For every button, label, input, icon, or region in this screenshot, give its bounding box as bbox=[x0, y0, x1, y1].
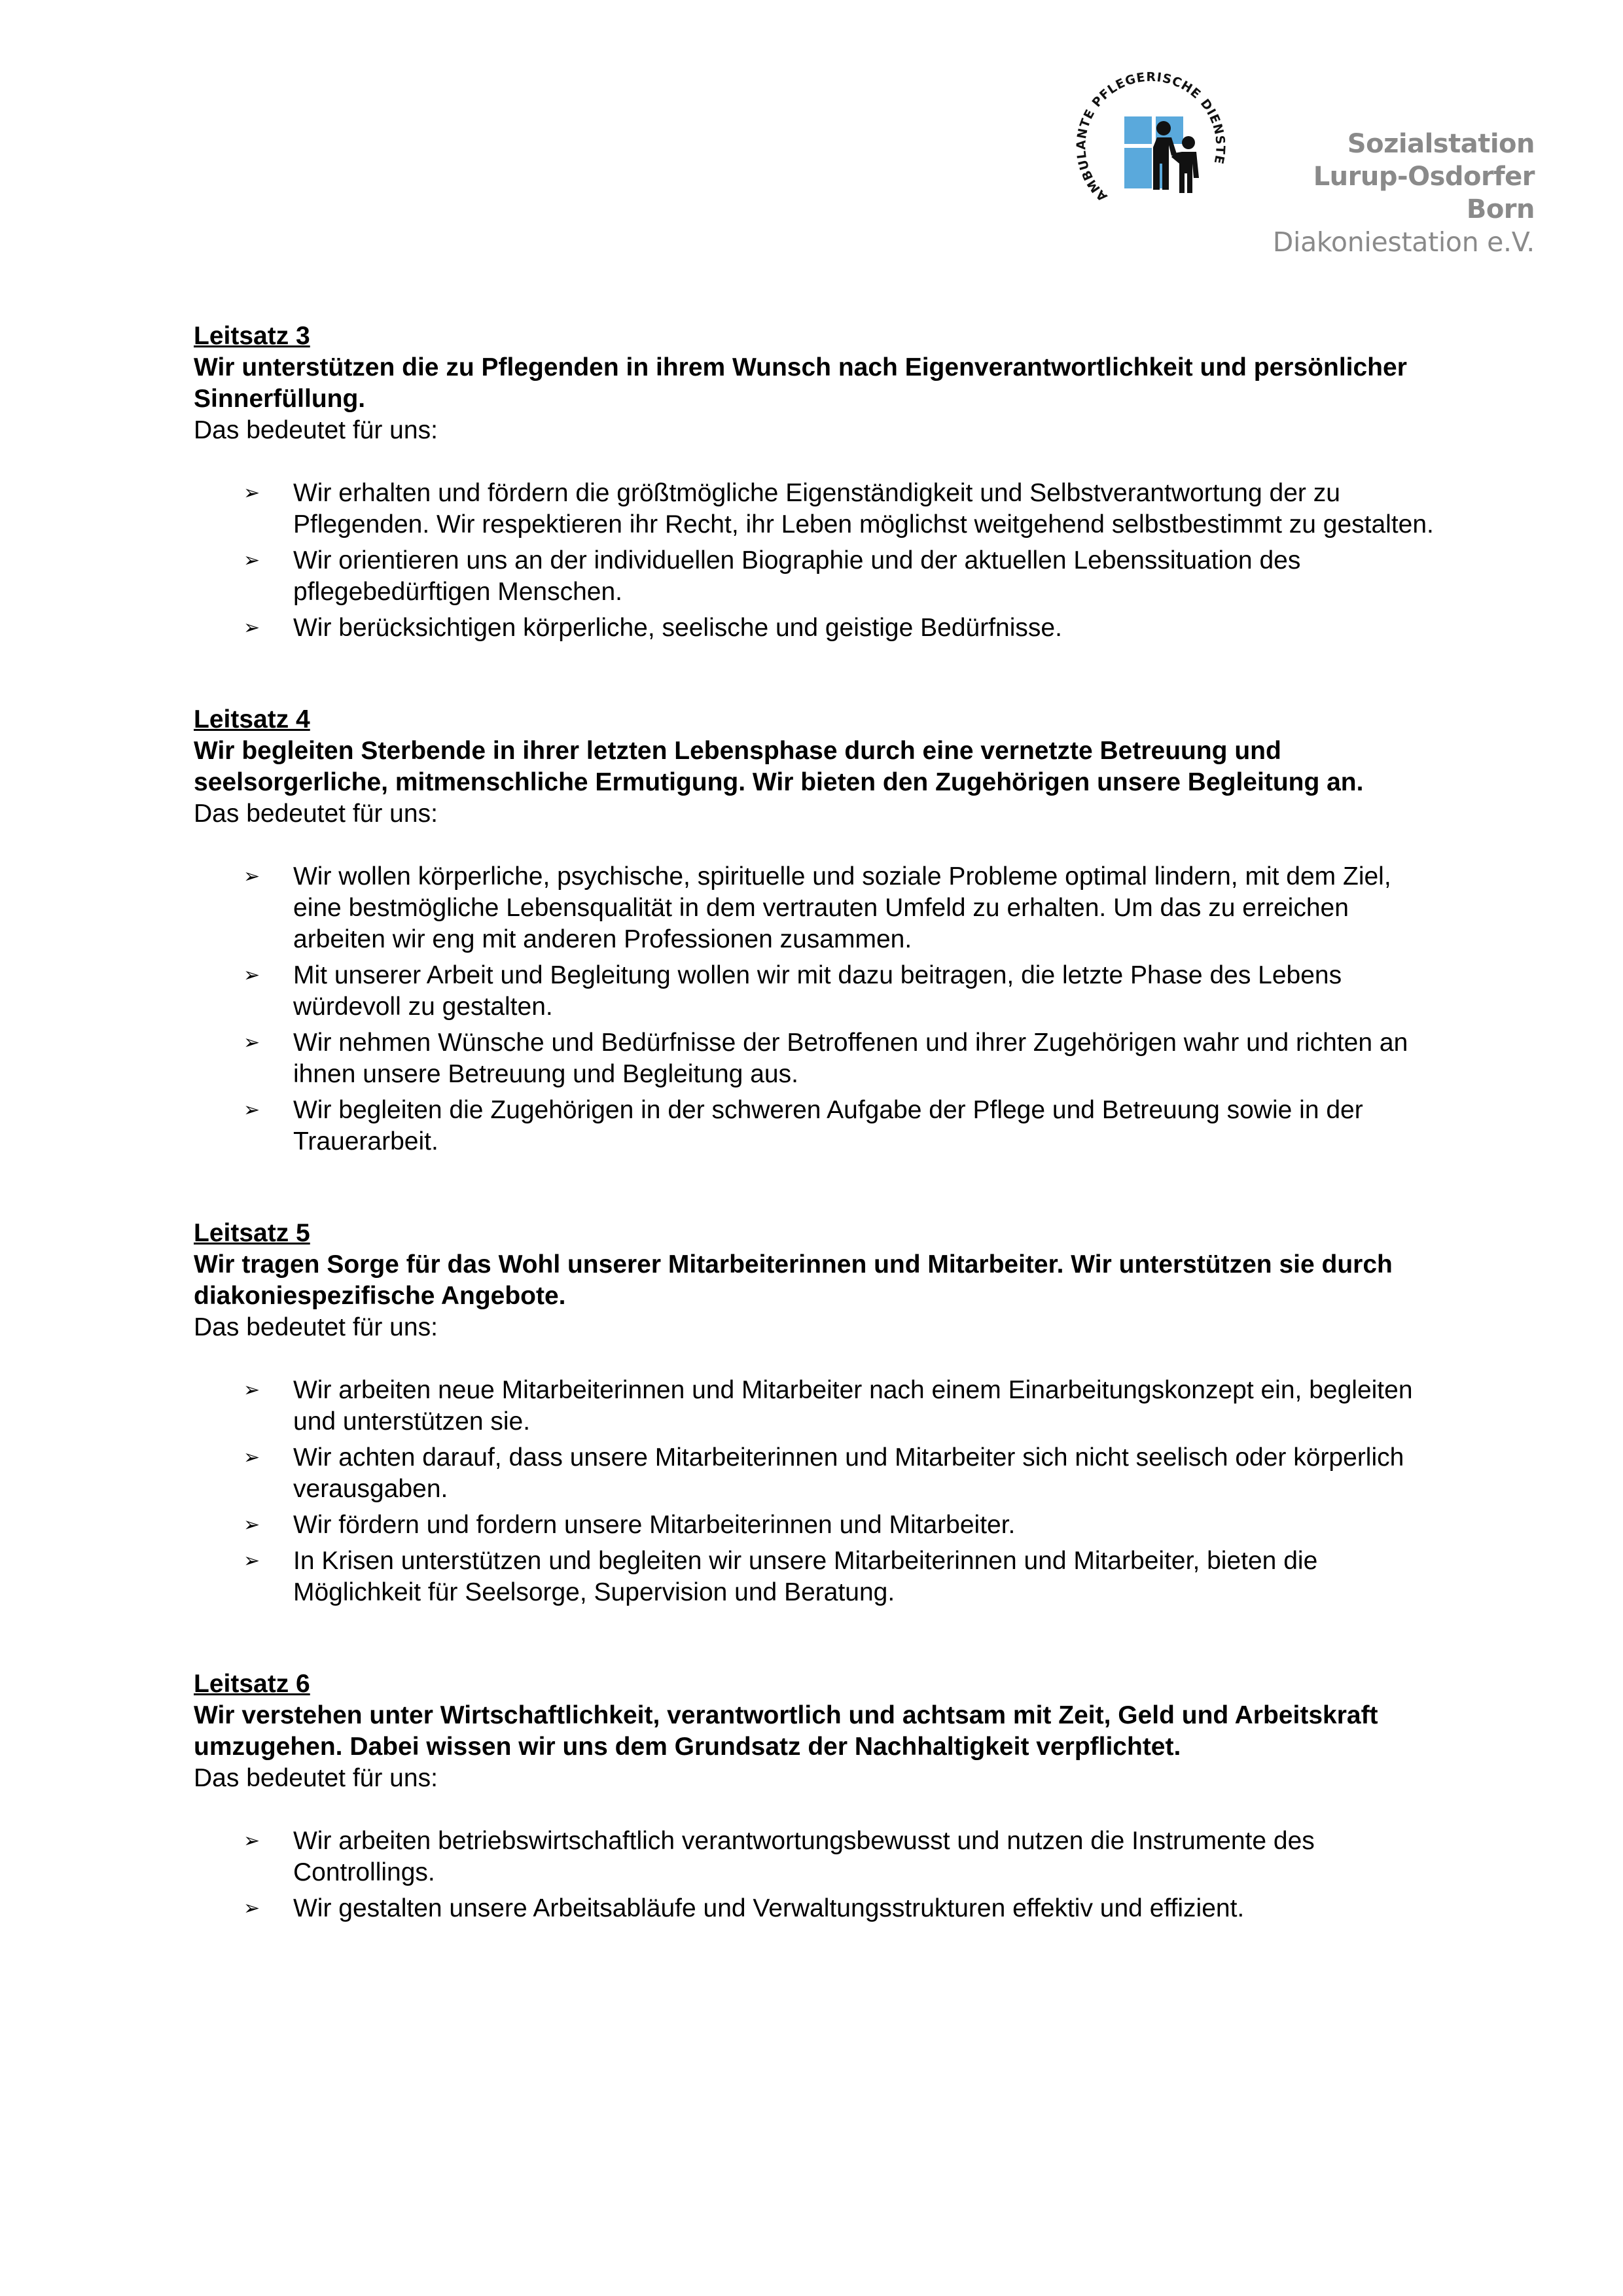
section-intro: Das bedeutet für uns: bbox=[194, 800, 438, 828]
logo-line-diakoniestation: Diakoniestation e.V. bbox=[1272, 226, 1535, 258]
list-item-text: Wir nehmen Wünsche und Bedürfnisse der Betroffenen und ihrer Zugehörigen wahr und richten an ihnen unsere Betreuung und Begleitung aus. bbox=[293, 1029, 1408, 1088]
leitsatz-section bbox=[194, 1669, 1444, 1924]
list-item-text: Wir arbeiten neue Mitarbeiterinnen und Mitarbeiter nach einem Einarbeitungskonzept ein, begleiten und unterstützen sie. bbox=[293, 1376, 1413, 1436]
logo-wordmark bbox=[1247, 128, 1535, 258]
list-item-text: Wir fördern und fordern unsere Mitarbeiterinnen und Mitarbeiter. bbox=[293, 1511, 1016, 1539]
arrowhead-bullet-icon: ➢ bbox=[243, 1829, 260, 1852]
organization-logo bbox=[1073, 65, 1535, 258]
list-item bbox=[194, 1510, 1444, 1541]
section-intro: Das bedeutet für uns: bbox=[194, 1764, 438, 1792]
arrowhead-bullet-icon: ➢ bbox=[243, 1099, 260, 1122]
section-heading: Leitsatz 3 bbox=[194, 322, 310, 350]
arrowhead-bullet-icon: ➢ bbox=[243, 482, 260, 504]
arrowhead-bullet-icon: ➢ bbox=[243, 1549, 260, 1572]
list-item bbox=[194, 1027, 1444, 1090]
logo-line-location: Lurup-Osdorfer Born bbox=[1313, 162, 1535, 224]
section-spacer bbox=[194, 648, 1444, 704]
arrowhead-bullet-icon: ➢ bbox=[243, 1513, 260, 1536]
list-item bbox=[194, 1375, 1444, 1438]
section-subtitle: Wir tragen Sorge für das Wohl unserer Mitarbeiterinnen und Mitarbeiter. Wir unterstützen sie durch diakoniespezifische Angebote. bbox=[194, 1250, 1393, 1310]
arrowhead-bullet-icon: ➢ bbox=[243, 964, 260, 987]
bullet-list bbox=[194, 478, 1444, 644]
list-item-text: Wir wollen körperliche, psychische, spirituelle und soziale Probleme optimal lindern, mit dem Ziel, eine bestmögliche Lebensqualität in dem vertrauten Umfeld zu erhalten. Um das zu erreichen arbeiten wir eng mit anderen Professionen zusammen. bbox=[293, 862, 1391, 953]
list-item-text: Mit unserer Arbeit und Begleitung wollen wir mit dazu beitragen, die letzte Phase des Lebens würdevoll zu gestalten. bbox=[293, 961, 1342, 1021]
list-item bbox=[194, 612, 1444, 644]
arrowhead-bullet-icon: ➢ bbox=[243, 1379, 260, 1402]
list-item bbox=[194, 1545, 1444, 1608]
svg-text:AMBULANTE PFLEGERISCHE DIENSTE: AMBULANTE PFLEGERISCHE DIENSTE bbox=[1074, 69, 1228, 204]
list-item bbox=[194, 960, 1444, 1023]
section-subtitle: Wir begleiten Sterbende in ihrer letzten Lebensphase durch eine vernetzte Betreuung und seelsorgerliche, mitmenschliche Ermutigung. Wir bieten den Zugehörigen unsere Begleitung an. bbox=[194, 737, 1364, 796]
section-spacer bbox=[194, 1162, 1444, 1218]
list-item bbox=[194, 545, 1444, 608]
list-item bbox=[194, 1826, 1444, 1888]
section-spacer bbox=[194, 1613, 1444, 1669]
document-body bbox=[194, 321, 1444, 1929]
arrowhead-bullet-icon: ➢ bbox=[243, 616, 260, 639]
list-item-text: Wir erhalten und fördern die größtmögliche Eigenständigkeit und Selbstverantwortung der zu Pflegenden. Wir respektieren ihr Recht, ihr Leben möglichst weitgehend selbstbestimmt zu gestalten. bbox=[293, 479, 1434, 539]
list-item-text: Wir orientieren uns an der individuellen Biographie und der aktuellen Lebenssituation des pflegebedürftigen Menschen. bbox=[293, 546, 1301, 606]
section-intro: Das bedeutet für uns: bbox=[194, 416, 438, 444]
section-intro: Das bedeutet für uns: bbox=[194, 1313, 438, 1341]
arrowhead-bullet-icon: ➢ bbox=[243, 1897, 260, 1920]
leitsatz-section bbox=[194, 321, 1444, 644]
list-item-text: Wir arbeiten betriebswirtschaftlich verantwortungsbewusst und nutzen die Instrumente des Controllings. bbox=[293, 1827, 1315, 1886]
list-item bbox=[194, 1095, 1444, 1157]
list-item-text: Wir achten darauf, dass unsere Mitarbeiterinnen und Mitarbeiter sich nicht seelisch oder körperlich verausgaben. bbox=[293, 1443, 1404, 1503]
leitsatz-section bbox=[194, 1218, 1444, 1608]
arrowhead-bullet-icon: ➢ bbox=[243, 865, 260, 888]
list-item bbox=[194, 1442, 1444, 1505]
list-item-text: In Krisen unterstützen und begleiten wir unsere Mitarbeiterinnen und Mitarbeiter, bieten die Möglichkeit für Seelsorge, Supervision und Beratung. bbox=[293, 1547, 1318, 1606]
logo-line-sozialstation: Sozialstation bbox=[1347, 129, 1535, 159]
arrowhead-bullet-icon: ➢ bbox=[243, 549, 260, 572]
bullet-list bbox=[194, 1375, 1444, 1608]
list-item bbox=[194, 1893, 1444, 1924]
arrowhead-bullet-icon: ➢ bbox=[243, 1031, 260, 1054]
section-heading: Leitsatz 4 bbox=[194, 705, 310, 733]
leitsatz-section bbox=[194, 704, 1444, 1157]
logo-emblem-icon bbox=[1073, 65, 1250, 242]
list-item-text: Wir berücksichtigen körperliche, seelische und geistige Bedürfnisse. bbox=[293, 614, 1062, 642]
section-subtitle: Wir verstehen unter Wirtschaftlichkeit, verantwortlich und achtsam mit Zeit, Geld und Arbeitskraft umzugehen. Dabei wissen wir uns dem Grundsatz der Nachhaltigkeit verpflichtet. bbox=[194, 1701, 1378, 1761]
bullet-list bbox=[194, 861, 1444, 1157]
section-subtitle: Wir unterstützen die zu Pflegenden in ihrem Wunsch nach Eigenverantwortlichkeit und persönlicher Sinnerfüllung. bbox=[194, 353, 1407, 413]
section-heading: Leitsatz 6 bbox=[194, 1670, 310, 1698]
list-item bbox=[194, 478, 1444, 540]
list-item-text: Wir begleiten die Zugehörigen in der schweren Aufgabe der Pflege und Betreuung sowie in der Trauerarbeit. bbox=[293, 1096, 1363, 1156]
list-item-text: Wir gestalten unsere Arbeitsabläufe und Verwaltungsstrukturen effektiv und effizient. bbox=[293, 1894, 1245, 1922]
arrowhead-bullet-icon: ➢ bbox=[243, 1446, 260, 1469]
list-item bbox=[194, 861, 1444, 955]
bullet-list bbox=[194, 1826, 1444, 1924]
section-heading: Leitsatz 5 bbox=[194, 1219, 310, 1247]
